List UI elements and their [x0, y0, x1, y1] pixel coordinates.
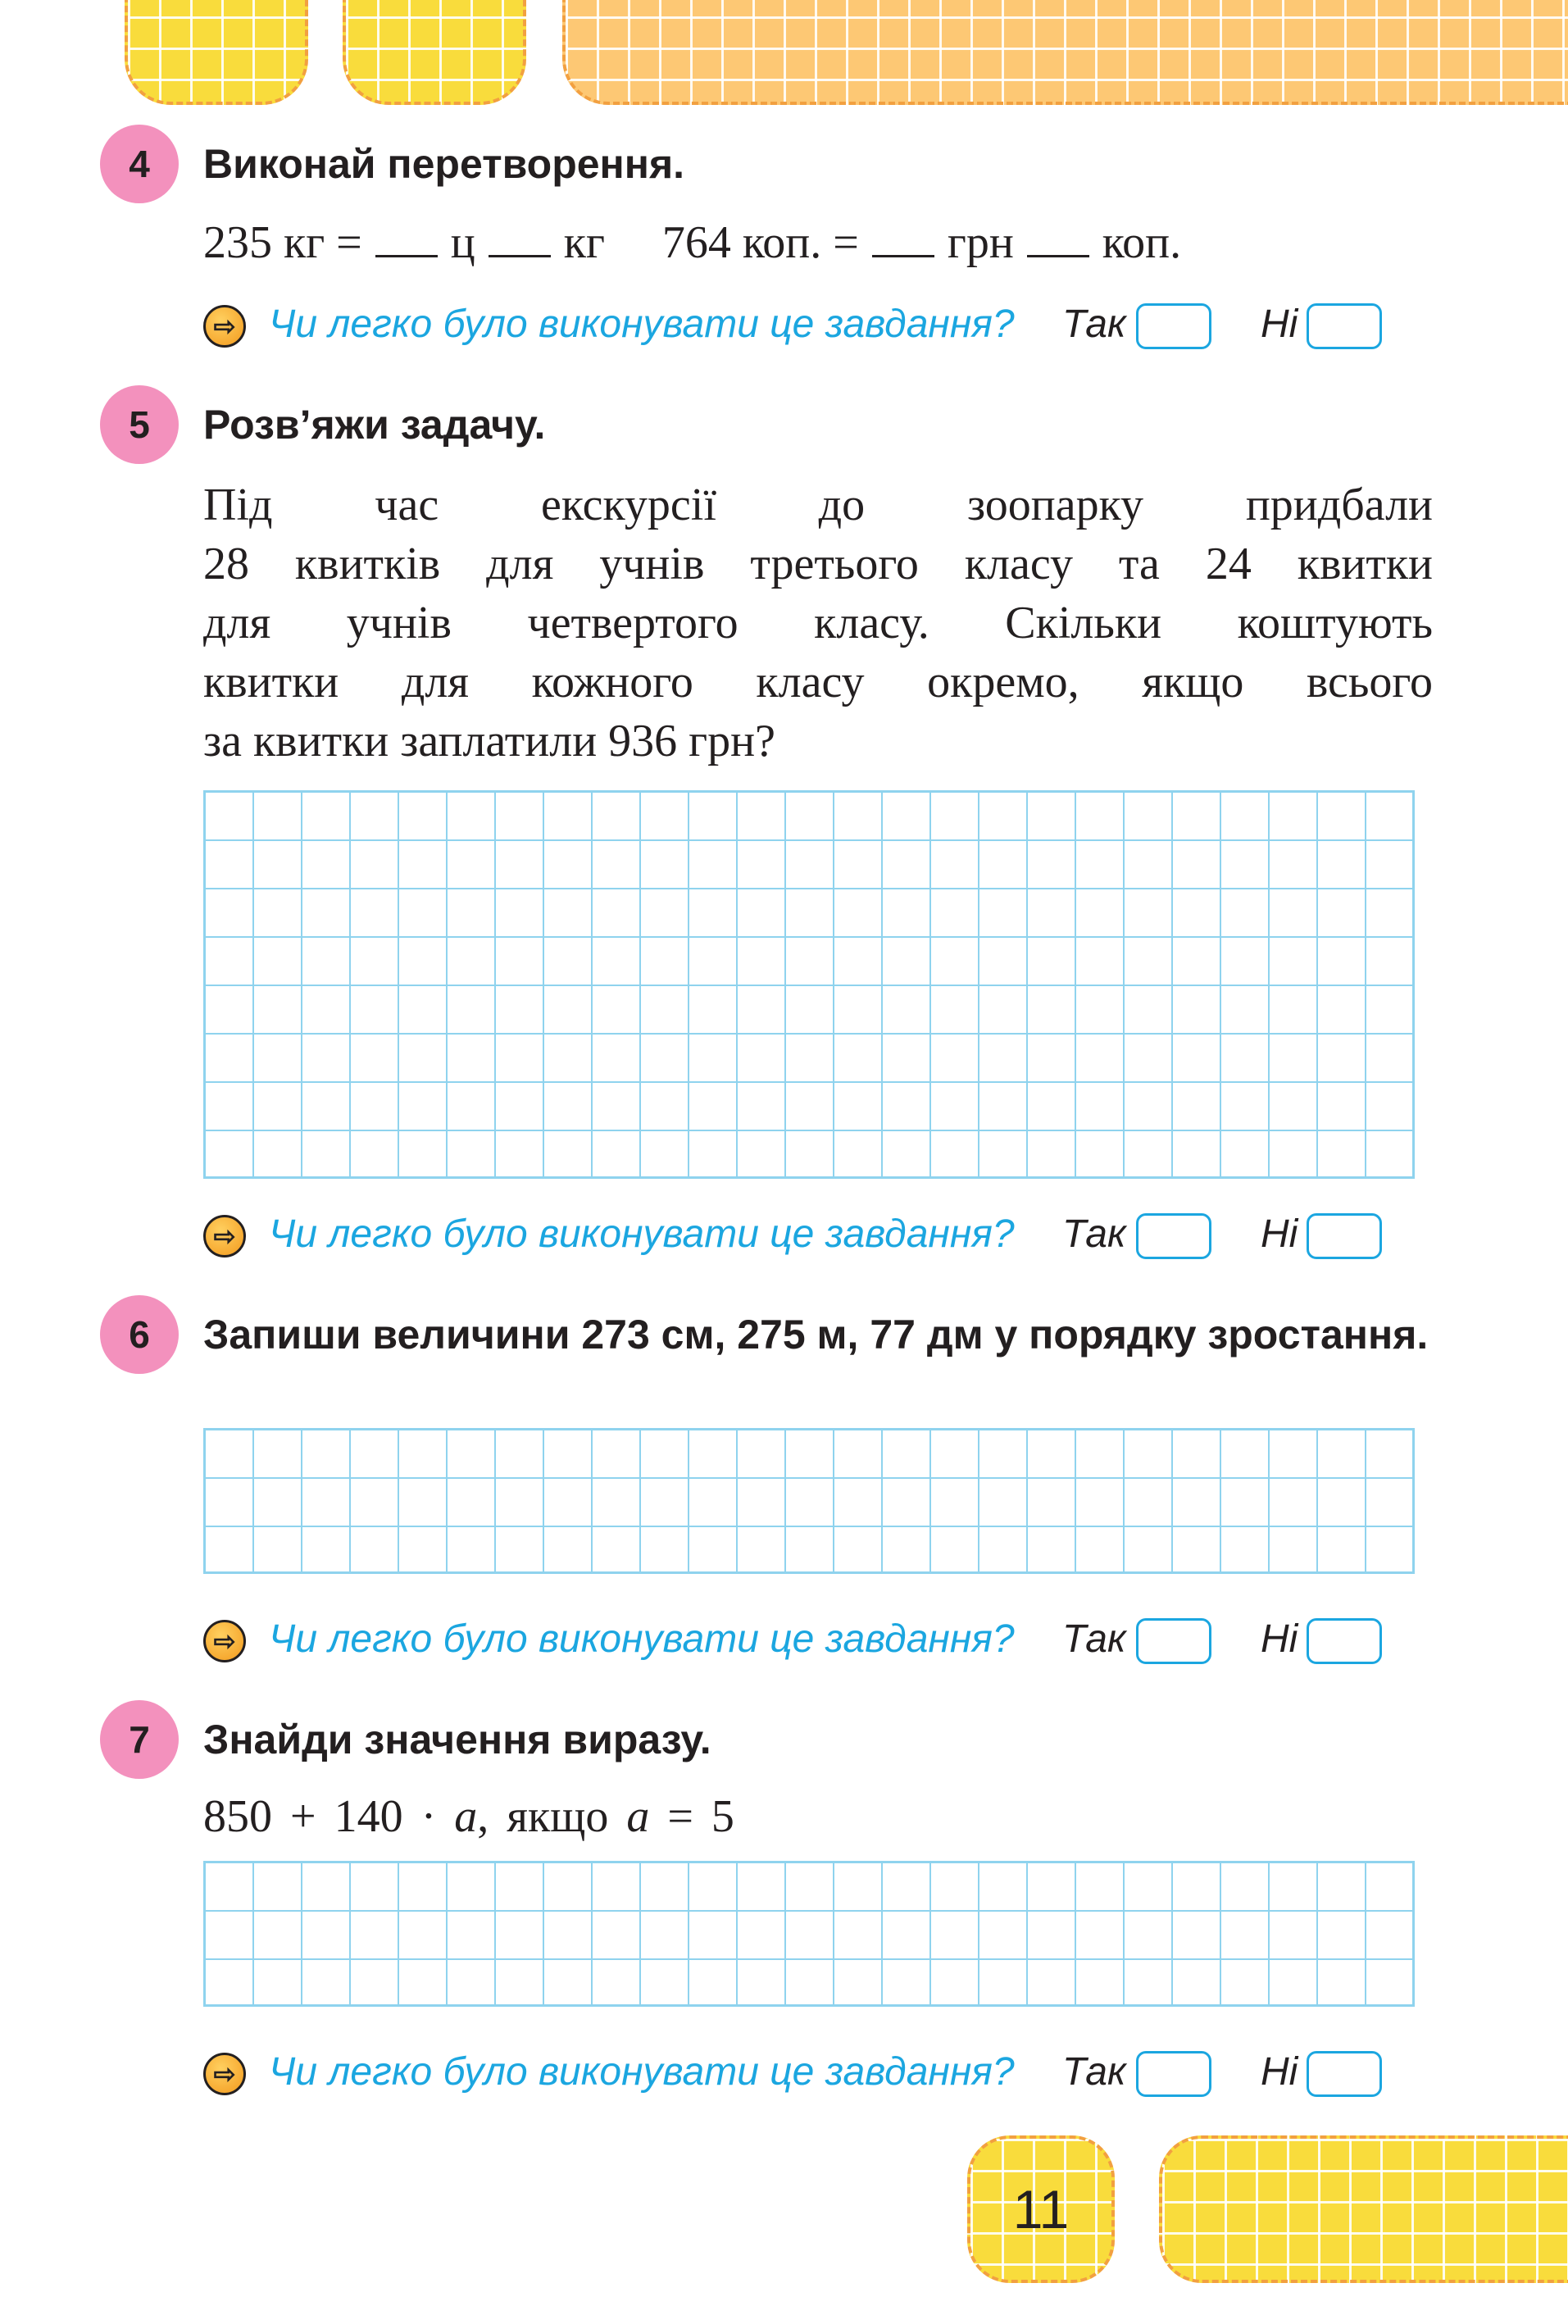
- task-number-badge: 6: [100, 1295, 179, 1374]
- answer-blank[interactable]: [375, 225, 438, 257]
- answer-blank[interactable]: [489, 225, 551, 257]
- task-number-badge: 4: [100, 125, 179, 203]
- survey-yes-checkbox[interactable]: [1136, 303, 1211, 349]
- answer-blank[interactable]: [872, 225, 934, 257]
- survey-no-checkbox[interactable]: [1307, 1618, 1382, 1664]
- survey-yes-checkbox[interactable]: [1136, 2051, 1211, 2097]
- task-number-badge: 5: [100, 385, 179, 464]
- variable: a: [454, 1791, 478, 1842]
- expr-part: = 5: [667, 1791, 734, 1842]
- difficulty-survey: [203, 2049, 1392, 2099]
- decorative-yellow-tile: [343, 0, 526, 105]
- difficulty-survey: [203, 302, 1392, 351]
- problem-line: за квитки заплатили 936 грн?: [203, 716, 775, 766]
- decorative-orange-banner: [562, 0, 1568, 105]
- answer-grid[interactable]: [203, 1428, 1415, 1574]
- eq2-unit2: коп.: [1102, 217, 1182, 268]
- arrow-right-icon: ⇨: [203, 1215, 246, 1258]
- survey-yes-label: Так: [1062, 1212, 1126, 1256]
- problem-line: для учнів четвертого класу. Скільки коштують: [203, 598, 1433, 648]
- expr-part: 850 + 140 ·: [203, 1791, 437, 1842]
- task-title: Виконай перетворення.: [203, 141, 685, 187]
- survey-yes-label: Так: [1062, 302, 1126, 346]
- survey-question: Чи легко було виконувати це завдання?: [269, 2050, 1015, 2094]
- survey-yes-label: Так: [1062, 1617, 1126, 1661]
- survey-no-label: Ні: [1261, 1212, 1298, 1256]
- answer-grid[interactable]: [203, 790, 1415, 1179]
- eq1-unit1: ц: [450, 217, 475, 268]
- survey-no-checkbox[interactable]: [1307, 1213, 1382, 1259]
- survey-yes-label: Так: [1062, 2050, 1126, 2094]
- task-title: Розв’яжи задачу.: [203, 402, 546, 448]
- arrow-right-icon: ⇨: [203, 305, 246, 348]
- conversion-equations: [203, 213, 1433, 272]
- variable: a: [626, 1791, 650, 1842]
- difficulty-survey: [203, 1212, 1392, 1261]
- page-number: 11: [1012, 2179, 1070, 2240]
- survey-no-checkbox[interactable]: [1307, 303, 1382, 349]
- expression: [203, 1787, 1433, 1846]
- eq2-left: 764 коп. =: [661, 217, 859, 268]
- decorative-yellow-banner: [1159, 2135, 1568, 2283]
- answer-blank[interactable]: [1027, 225, 1089, 257]
- arrow-right-icon: ⇨: [203, 1620, 246, 1662]
- answer-grid[interactable]: [203, 1861, 1415, 2007]
- arrow-right-icon: ⇨: [203, 2053, 246, 2095]
- eq1-left: 235 кг =: [203, 217, 362, 268]
- survey-yes-checkbox[interactable]: [1136, 1213, 1211, 1259]
- survey-question: Чи легко було виконувати це завдання?: [269, 1212, 1015, 1256]
- word-problem-text: [203, 475, 1433, 771]
- survey-question: Чи легко було виконувати це завдання?: [269, 302, 1015, 346]
- task-title: Запиши величини 273 см, 275 м, 77 дм у порядку зростання.: [203, 1312, 1429, 1358]
- expr-part: , якщо: [477, 1791, 609, 1842]
- problem-line: Під час екскурсії до зоопарку придбали: [203, 480, 1433, 530]
- problem-line: квитки для кожного класу окремо, якщо всього: [203, 657, 1433, 707]
- survey-question: Чи легко було виконувати це завдання?: [269, 1617, 1015, 1661]
- survey-no-label: Ні: [1261, 302, 1298, 346]
- survey-no-label: Ні: [1261, 2050, 1298, 2094]
- survey-yes-checkbox[interactable]: [1136, 1618, 1211, 1664]
- eq1-unit2: кг: [563, 217, 605, 268]
- task-number-badge: 7: [100, 1700, 179, 1779]
- problem-line: 28 квитків для учнів третього класу та 24 квитки: [203, 539, 1433, 589]
- task-title: Знайди значення виразу.: [203, 1717, 711, 1762]
- survey-no-label: Ні: [1261, 1617, 1298, 1661]
- difficulty-survey: [203, 1617, 1392, 1666]
- eq2-unit1: грн: [947, 217, 1014, 268]
- decorative-yellow-tile: [125, 0, 308, 105]
- survey-no-checkbox[interactable]: [1307, 2051, 1382, 2097]
